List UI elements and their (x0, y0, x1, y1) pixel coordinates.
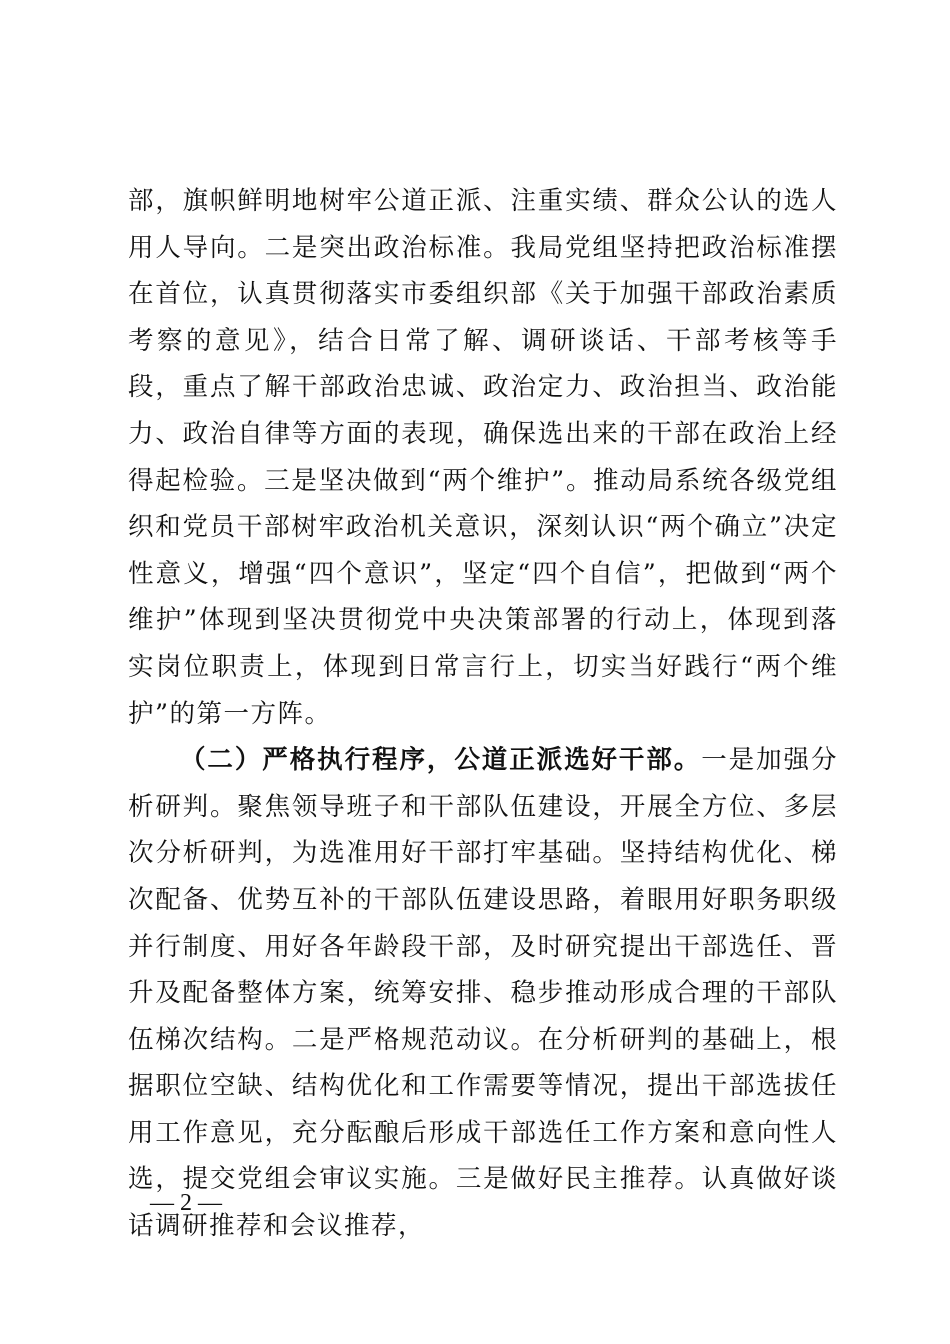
section-heading: （二）严格执行程序，公道正派选好干部。 (180, 745, 702, 776)
paragraph-2-text: 一是加强分析研判。聚焦领导班子和干部队伍建设，开展全方位、多层次分析研判，为选准用好干部打牢基础。坚持结构优化、梯次配备、优势互补的干部队伍建设思路，着眼用好职务职级并行制度、用好各年龄段干部，及时研究提出干部选任、晋升及配备整体方案，统筹安排、稳步推动形成合理的干部队伍梯次结构。二是严格规范动议。在分析研判的基础上，根据职位空缺、结构优化和工作需要等情况，提出干部选拔任用工作意见，充分酝酿后形成干部选任工作方案和意向性人选，提交党组会审议实施。三是做好民主推荐。认真做好谈话调研推荐和会议推荐， (128, 745, 838, 1242)
page-number: — 2 — (150, 1190, 222, 1216)
paragraph-section-2 (128, 737, 838, 1250)
document-body (128, 178, 838, 1250)
paragraph-1-text: 部，旗帜鲜明地树牢公道正派、注重实绩、群众公认的选人用人导向。二是突出政治标准。我局党组坚持把政治标准摆在首位，认真贯彻落实市委组织部《关于加强干部政治素质考察的意见》，结合日常了解、调研谈话、干部考核等手段，重点了解干部政治忠诚、政治定力、政治担当、政治能力、政治自律等方面的表现，确保选出来的干部在政治上经得起检验。三是坚决做到“两个维护”。推动局系统各级党组织和党员干部树牢政治机关意识，深刻认识“两个确立”决定性意义，增强“四个意识”，坚定“四个自信”，把做到“两个维护”体现到坚决贯彻党中央决策部署的行动上，体现到落实岗位职责上，体现到日常言行上，切实当好践行“两个维护”的第一方阵。 (128, 186, 838, 729)
paragraph-continued (128, 178, 838, 737)
